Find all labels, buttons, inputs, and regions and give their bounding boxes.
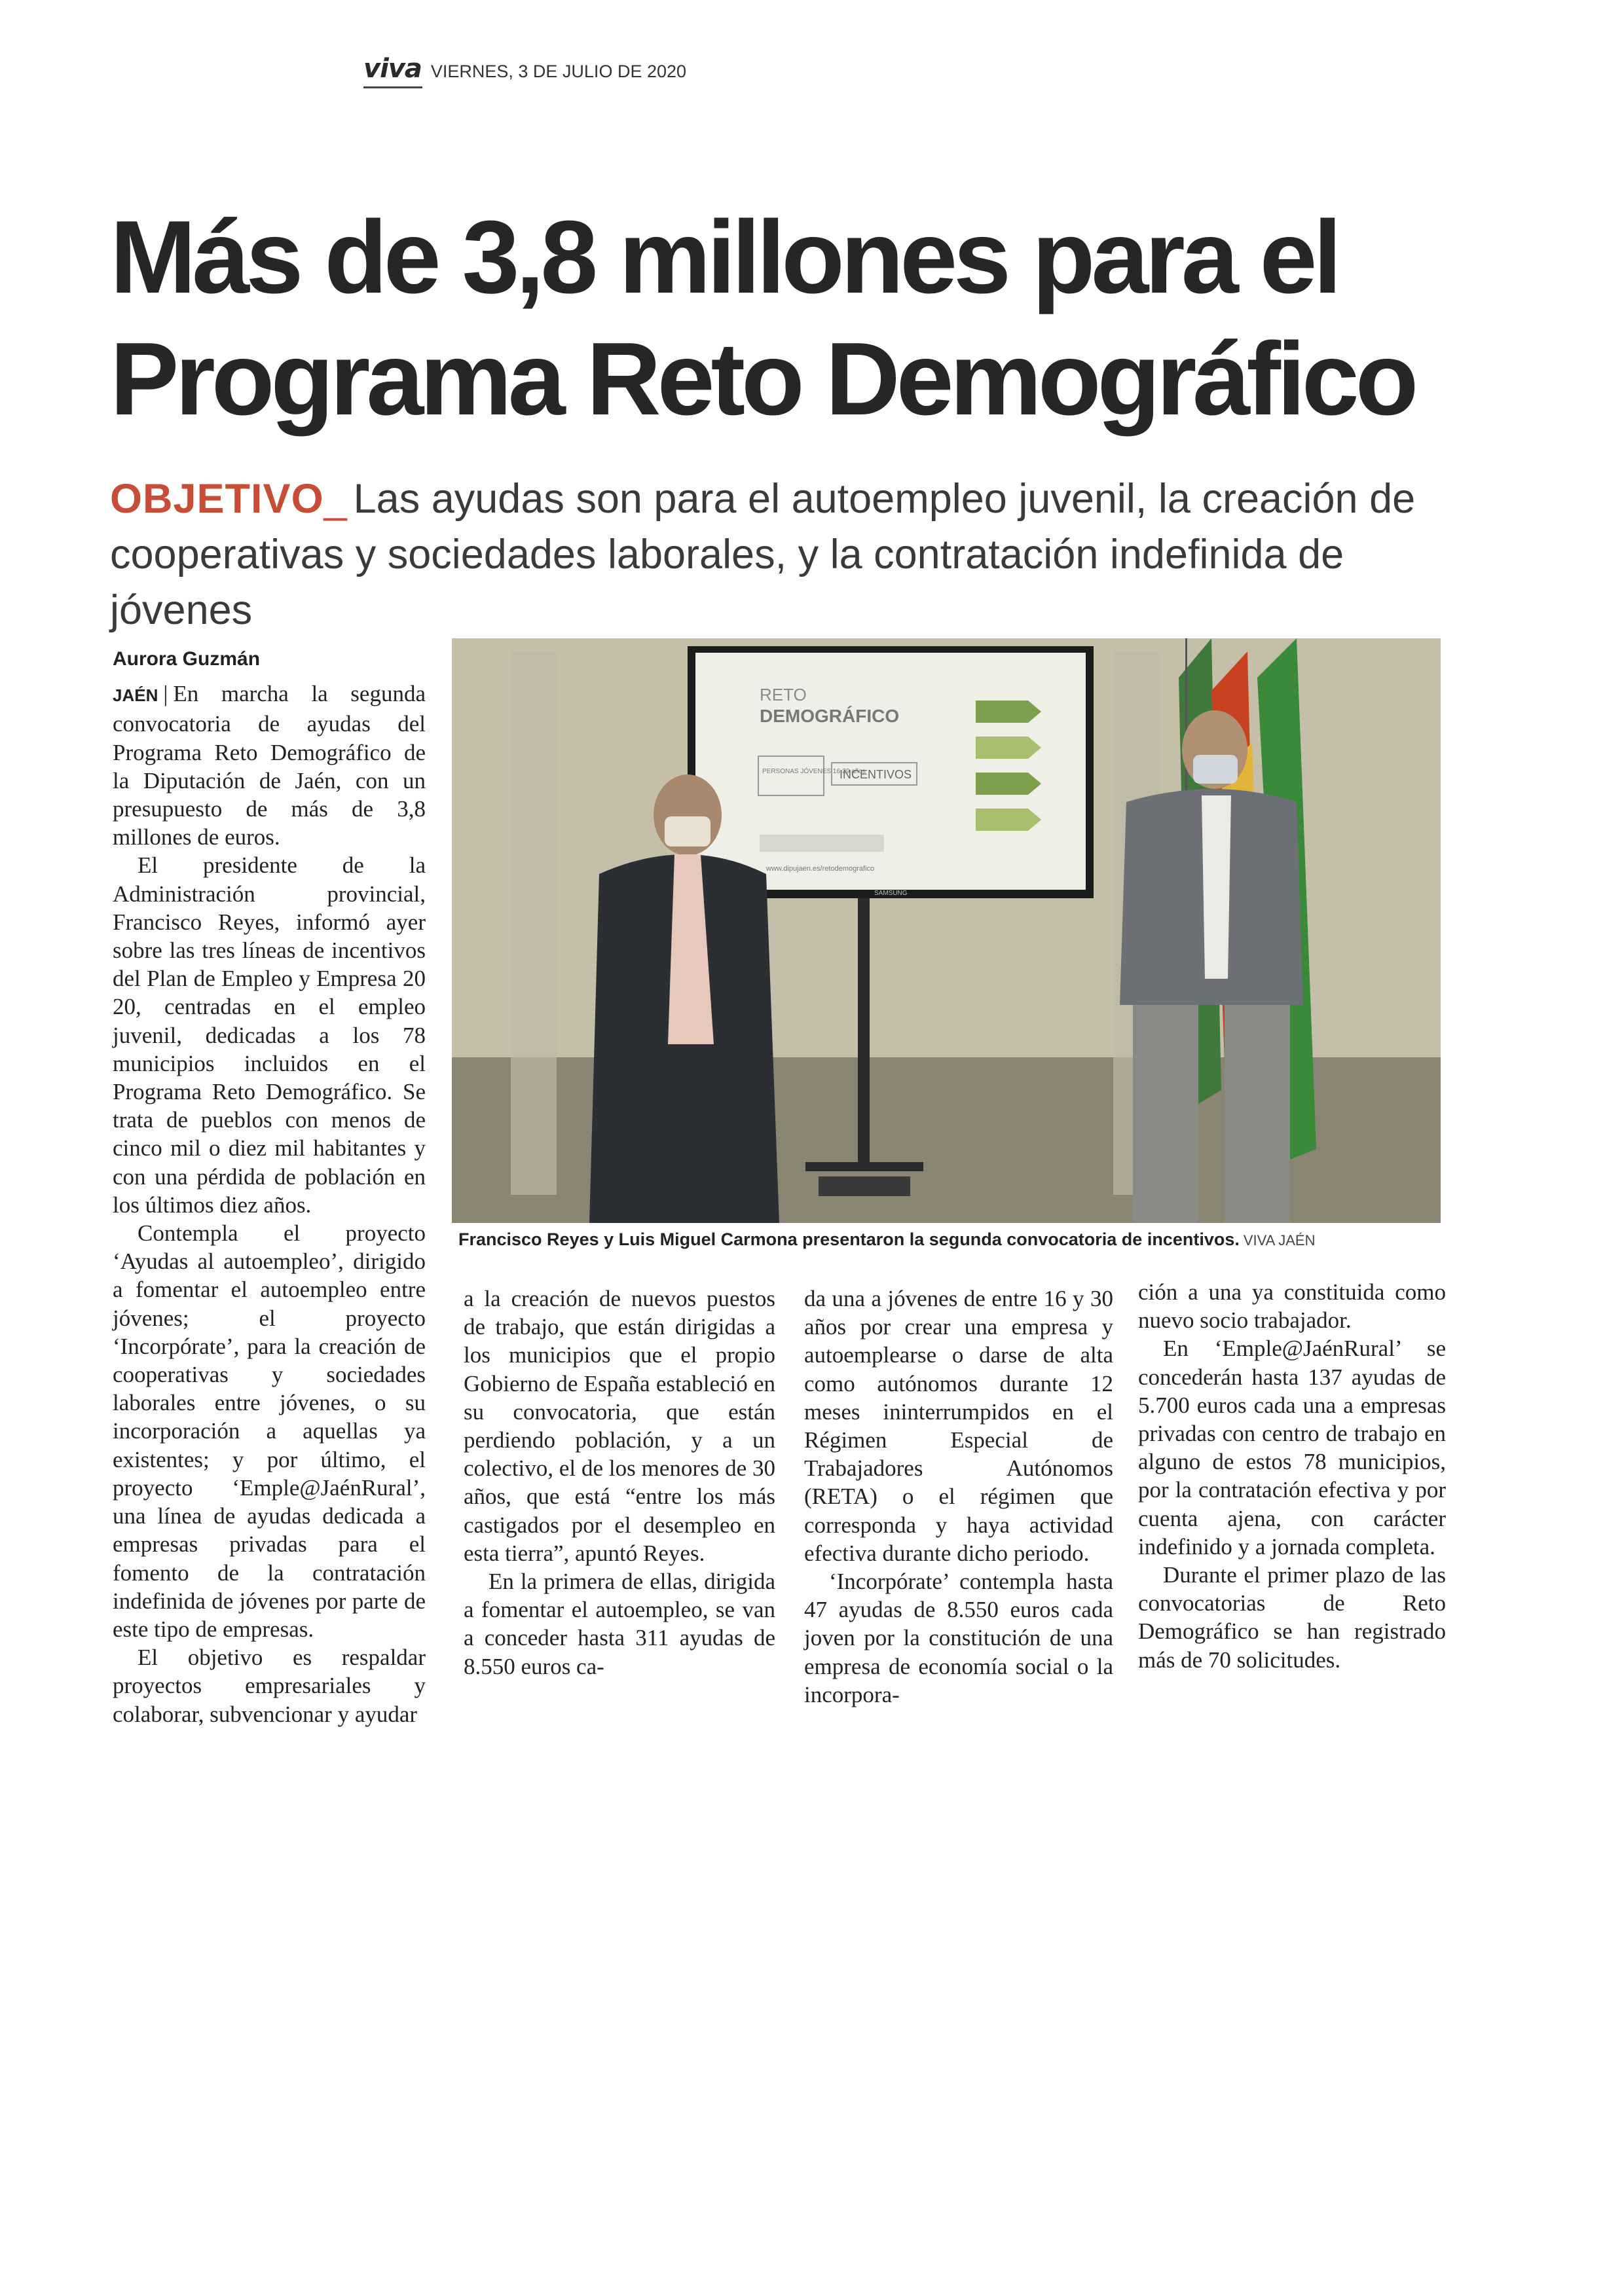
kicker-separator: _ <box>323 476 347 522</box>
article-column-1 <box>113 645 426 1728</box>
issue-date: VIERNES, 3 DE JULIO DE 2020 <box>430 62 687 81</box>
masthead-rule <box>363 86 422 88</box>
paragraph: En ‘Emple@JaénRural’ se concederán hasta 137 ayudas de 5.700 euros cada una a empresas privadas con centro de trabajo en alguno de estos 78 municipios, por la contratación efectiva y por cuenta ajena, con carácter indefinido y a jornada completa. <box>1138 1336 1446 1559</box>
screen-title-2: DEMOGRÁFICO <box>760 706 900 726</box>
photo-caption <box>458 1230 1441 1250</box>
subhead <box>110 471 1485 638</box>
paragraph: En marcha la segunda convocatoria de ayudas del Programa Reto Demográfico de la Diputación de Jaén, con un presupuesto de más de 3,8 millones de euros. <box>113 681 426 850</box>
lead-paragraph <box>113 680 426 851</box>
caption-text: Francisco Reyes y Luis Miguel Carmona presentaron la segunda convocatoria de incentivos. <box>458 1230 1240 1249</box>
subhead-text: Las ayudas son para el autoempleo juvenil, la creación de cooperativas y sociedades laborales, y la contratación indefinida de jóvenes <box>110 476 1416 633</box>
byline: Aurora Guzmán <box>113 648 261 670</box>
photo-credit: VIVA JAÉN <box>1243 1232 1316 1248</box>
paragraph: Contempla el proyecto ‘Ayudas al autoempleo’, dirigido a fomentar el autoempleo entre jóvenes; el proyecto ‘Incorpórate’, para la creación de cooperativas y sociedades laborales entre jóvenes, o su incorporación a aquellas ya existentes; y por último, el proyecto ‘Emple@JaénRural’, una línea de ayudas dedicada a empresas privadas para el fomento de la contratación indefinida de jóvenes por parte de este tipo de empresas. <box>113 1220 426 1642</box>
article-column-3 <box>804 1285 1113 1709</box>
screen-box-1: PERSONAS JÓVENES 16-29 años <box>762 768 866 775</box>
article-column-4 <box>1138 1278 1446 1674</box>
tv-brand: SAMSUNG <box>874 890 908 897</box>
paragraph: a la creación de nuevos puestos de trabajo, que están dirigidas a los municipios que el propio Gobierno de España estableció en su convocatoria, que están perdiendo población, y a un colectivo, el de los menores de 30 años, que está “entre los más castigados por el desempleo en esta tierra”, apuntó Reyes. <box>464 1286 775 1566</box>
screen-box-2: INCENTIVOS <box>840 768 912 781</box>
dateline-location: JAÉN <box>113 685 158 706</box>
screen-url: www.dipujaen.es/retodemografico <box>766 865 875 873</box>
paragraph: El presidente de la Administración provincial, Francisco Reyes, informó ayer sobre las tres líneas de incentivos del Plan de Empleo y Empresa 20 20, centradas en el empleo juvenil, dedicadas a los 78 municipios incluidos en el Programa Reto Demográfico. Se trata de pueblos con menos de cinco mil o diez mil habitantes y con una pérdida de población en los últimos diez años. <box>113 852 426 1218</box>
paragraph: ‘Incorpórate’ contempla hasta 47 ayudas de 8.550 euros cada joven por la constitución de una empresa de economía social o la incorpora- <box>804 1569 1113 1707</box>
paragraph: ción a una ya constituida como nuevo socio trabajador. <box>1138 1279 1446 1334</box>
brand-logo: viva <box>363 54 422 84</box>
headline: Más de 3,8 millones para el Programa Reto Demográfico <box>110 200 1415 437</box>
subhead-kicker: OBJETIVO <box>110 476 324 522</box>
article-column-2 <box>464 1285 775 1681</box>
photo-illustration <box>452 638 1441 1223</box>
paragraph: da una a jóvenes de entre 16 y 30 años por crear una empresa y autoemplearse o darse de alta como autónomos durante 12 meses ininterrumpidos en el Régimen Especial de Trabajadores Autónomos (RETA) o el régimen que corresponda y haya actividad efectiva durante dicho periodo. <box>804 1286 1113 1566</box>
paragraph: Durante el primer plazo de las convocatorias de Reto Demográfico se han registrado más de 70 solicitudes. <box>1138 1562 1446 1673</box>
paragraph: El objetivo es respaldar proyectos empresariales y colaborar, subvencionar y ayudar <box>113 1645 426 1727</box>
screen-title-1: RETO <box>760 685 807 704</box>
masthead <box>363 54 686 84</box>
dateline-separator: | <box>163 681 168 707</box>
paragraph: En la primera de ellas, dirigida a fomentar el autoempleo, se van a conceder hasta 311 ayudas de 8.550 euros ca- <box>464 1569 775 1679</box>
news-photo <box>452 638 1441 1223</box>
